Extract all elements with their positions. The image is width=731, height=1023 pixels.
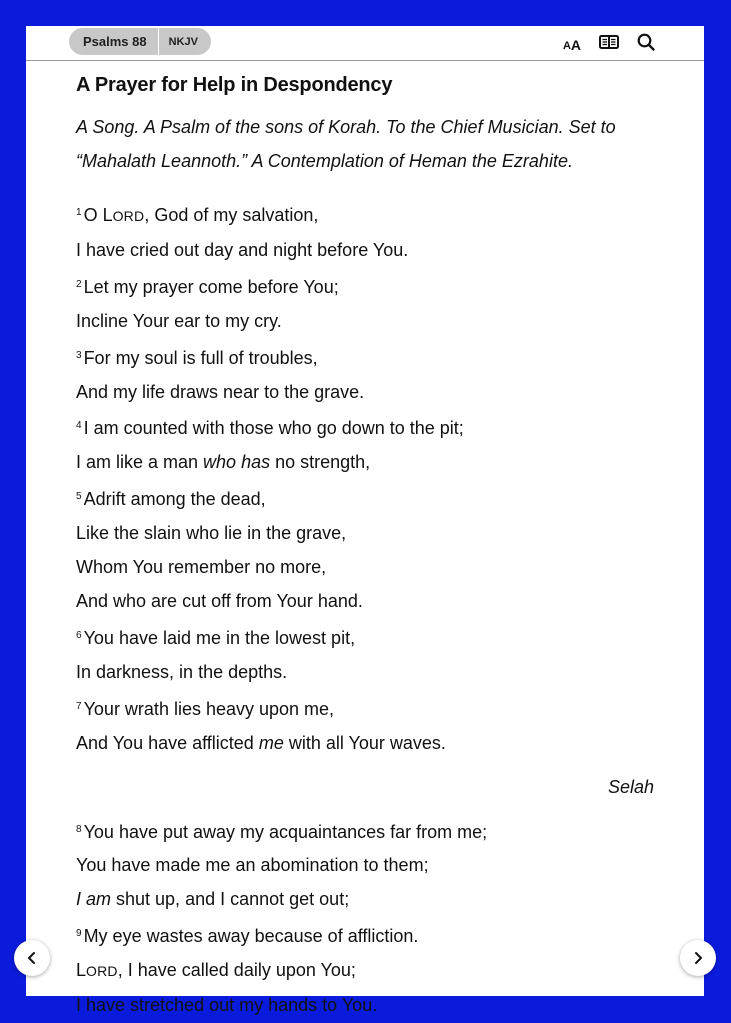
verse-line	[76, 196, 656, 234]
verse-text: Like the slain who lie in the grave,	[76, 523, 347, 544]
verse-text: me	[258, 732, 284, 753]
verse-text: , I have called daily upon You;	[117, 960, 356, 981]
verse-line	[76, 690, 656, 727]
verse-line	[76, 954, 656, 989]
verse-text: ORD	[86, 963, 118, 980]
verse-line	[76, 480, 656, 517]
verse-line	[76, 656, 656, 690]
verse-text: You have laid me in the lowest pit,	[83, 627, 356, 648]
verse-text: , God of my salvation,	[144, 205, 319, 225]
verse-line	[76, 917, 656, 954]
verse-text: O	[83, 205, 103, 225]
verse-number: 6	[76, 629, 82, 641]
verse-line	[76, 849, 656, 883]
chevron-left-icon	[25, 951, 39, 965]
selah-marker: Selah	[607, 776, 654, 797]
book-chapter-button[interactable]: Psalms 88	[69, 28, 159, 55]
verse-text: In darkness, in the depths.	[76, 661, 288, 682]
verse-text: I have cried out day and night before You.	[76, 239, 409, 260]
verse-text: L	[76, 960, 87, 981]
superscription-line: “Mahalath Leannoth.” A Contemplation of Heman the Ezrahite.	[76, 151, 573, 171]
verse-line	[76, 339, 656, 376]
verse-line	[76, 376, 656, 410]
verse-line	[76, 813, 656, 850]
verse-text: Let my prayer come before You;	[83, 276, 339, 297]
verse-text: ORD	[112, 208, 145, 224]
verse-number: 5	[76, 491, 82, 503]
verse-line	[76, 305, 656, 339]
verse-text: Your wrath lies heavy upon me,	[83, 698, 335, 719]
verse-text: no strength,	[270, 452, 371, 473]
verse-line	[76, 268, 656, 305]
verse-text: I am counted with those who go down to the pit;	[83, 418, 464, 439]
verse-number: 9	[76, 928, 82, 940]
verse-line	[76, 619, 656, 656]
chevron-right-icon	[691, 951, 705, 965]
psalm-superscription	[76, 110, 656, 178]
verse-text: My eye wastes away because of affliction.	[83, 926, 419, 947]
verse-line	[76, 234, 656, 268]
superscription-line: A Song. A Psalm of the sons of Korah. To the Chief Musician. Set to	[76, 117, 616, 137]
text-size-small-glyph: A	[562, 40, 571, 52]
search-icon[interactable]	[636, 32, 656, 52]
toolbar-actions	[562, 32, 656, 52]
verse-number: 4	[76, 420, 82, 432]
verse-number: 3	[76, 349, 82, 361]
verse-text: For my soul is full of troubles,	[83, 347, 318, 368]
reader-toolbar	[26, 26, 704, 61]
next-chapter-button[interactable]	[680, 940, 716, 976]
verse-line	[76, 409, 656, 446]
verse-block	[76, 196, 656, 761]
verse-number: 8	[76, 823, 82, 835]
verse-text: And my life draws near to the grave.	[76, 381, 365, 402]
verse-text: I have stretched out my hands to You.	[76, 995, 378, 1016]
verse-number: 2	[76, 278, 82, 290]
verse-line	[76, 517, 656, 551]
verse-text: You have put away my acquaintances far from me;	[83, 821, 488, 842]
verse-text: And who are cut off from Your hand.	[76, 590, 363, 611]
verse-text: Incline Your ear to my cry.	[76, 310, 282, 331]
section-heading: A Prayer for Help in Despondency	[76, 74, 393, 96]
passage-selector	[69, 28, 211, 55]
text-size-icon[interactable]	[562, 32, 582, 52]
version-button[interactable]: NKJV	[168, 35, 198, 48]
reader-page	[26, 26, 704, 1016]
verse-number: 7	[76, 700, 82, 712]
verse-line	[76, 446, 656, 480]
text-size-large-glyph: A	[570, 37, 582, 53]
verse-text: You have made me an abomination to them;	[76, 855, 429, 876]
verse-line	[76, 989, 656, 1023]
verse-text: L	[102, 205, 113, 225]
verse-block	[76, 813, 656, 1023]
verse-text: shut up, and I cannot get out;	[111, 889, 350, 910]
passage-content	[76, 70, 656, 1023]
verse-text: Adrift among the dead,	[83, 489, 266, 510]
verse-line	[76, 585, 656, 619]
book-icon[interactable]	[599, 32, 619, 52]
verse-line	[76, 551, 656, 585]
verse-line	[76, 727, 656, 761]
verse-text: Whom You remember no more,	[76, 557, 327, 578]
verse-text: I am like a man	[76, 452, 204, 473]
verse-number: 1	[76, 207, 82, 218]
verse-text: And You have afflicted	[76, 732, 259, 753]
verse-text: who has	[203, 452, 271, 473]
previous-chapter-button[interactable]	[14, 940, 50, 976]
verse-text: with all Your waves.	[283, 732, 446, 753]
verse-text: I am	[76, 889, 112, 910]
verse-line	[76, 883, 656, 917]
